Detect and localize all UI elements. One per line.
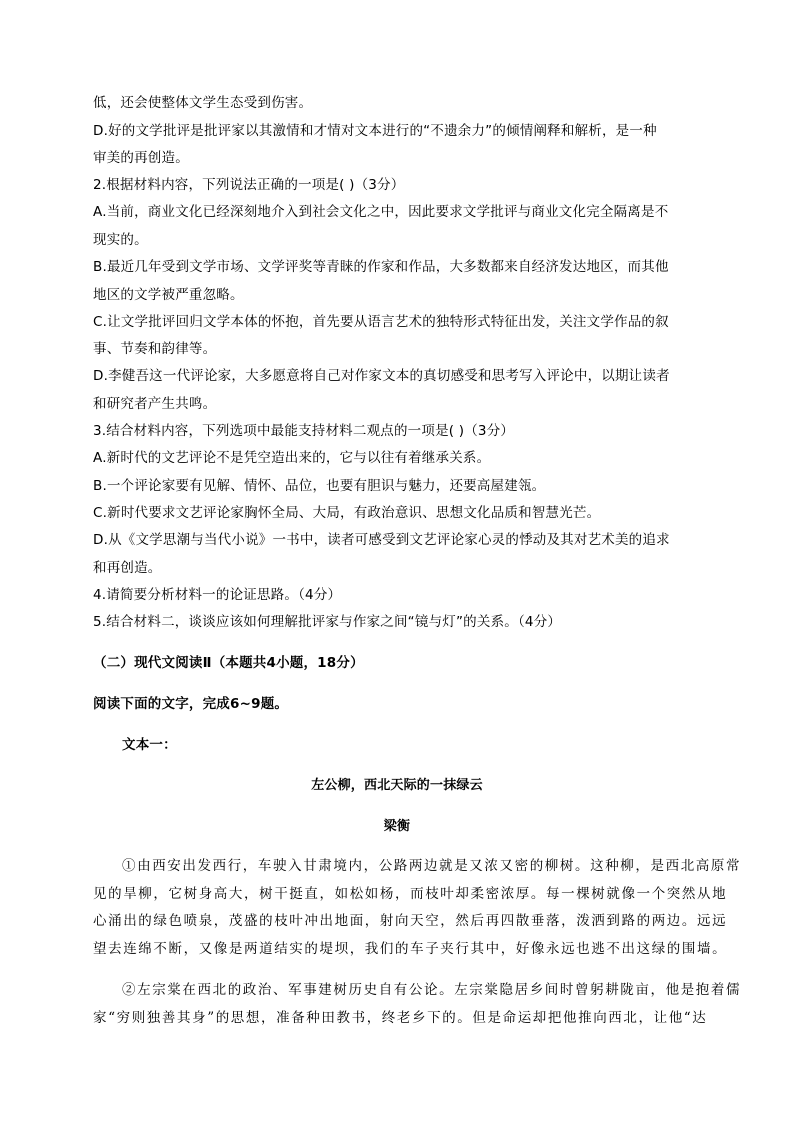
text-line: 地区的文学被严重忽略。 <box>93 287 244 303</box>
paragraph-line: 望去连绵不断，又像是两道结实的堤坝，我们的车子夹行其中，好像永远也逃不出这绿的围墙。 <box>93 941 728 957</box>
text-line: 审美的再创造。 <box>93 150 189 166</box>
paragraph-line: 家“穷则独善其身”的思想，准备种田教书，终老乡下的。但是命运却把他推向西北，让他“达 <box>93 1010 708 1026</box>
paragraph-line: ②左宗棠在西北的政治、军事建树历史自有公论。左宗棠隐居乡间时曾躬耕陇亩，他是抱着儒 <box>122 982 742 998</box>
paragraph-line: ①由西安出发西行，车驶入甘肃境内，公路两边就是又浓又密的柳树。这种柳，是西北高原常 <box>122 858 742 874</box>
section-heading: （二）现代文阅读Ⅱ（本题共4小题，18分） <box>93 655 364 671</box>
article-title: 左公柳，西北天际的一抹绿云 <box>311 778 483 793</box>
question-5: 5.结合材料二，谈谈应该如何理解批评家与作家之间“镜与灯”的关系。（4分） <box>93 614 562 630</box>
text-line: 现实的。 <box>93 232 148 248</box>
option-c-line: C.让文学批评回归文学本体的怀抱，首先要从语言艺术的独特形式特征出发，关注文学作品的叙 <box>93 314 669 330</box>
option-b-line: B.最近几年受到文学市场、文学评奖等青睐的作家和作品，大多数都来自经济发达地区，而其他 <box>93 259 669 275</box>
option-b-line: B.一个评论家要有见解、情怀、品位，也要有胆识与魅力，还要高屋建瓴。 <box>93 478 546 494</box>
option-d-line: D.从《文学思潮与当代小说》一书中，读者可感受到文艺评论家心灵的悸动及其对艺术美的追求 <box>93 532 670 548</box>
article-author: 梁衡 <box>383 819 411 834</box>
paragraph-line: 心涌出的绿色喷泉，茂盛的枝叶冲出地面，射向天空，然后再四散垂落，泼洒到路的两边。远远 <box>93 913 728 929</box>
text-line: 和再创造。 <box>93 560 162 576</box>
text-line: 低，还会使整体文学生态受到伤害。 <box>93 95 313 111</box>
section-instruction: 阅读下面的文字，完成6~9题。 <box>93 696 289 712</box>
question-2: 2.根据材料内容，下列说法正确的一项是( )（3分） <box>93 177 405 193</box>
option-a-line: A.新时代的文艺评论不是凭空造出来的，它与以往有着继承关系。 <box>93 450 491 466</box>
option-c-line: C.新时代要求文艺评论家胸怀全局、大局，有政治意识、思想文化品质和智慧光芒。 <box>93 505 601 521</box>
option-a-line: A.当前，商业文化已经深刻地介入到社会文化之中，因此要求文学批评与商业文化完全隔离是不 <box>93 204 669 220</box>
option-d-line: D.好的文学批评是批评家以其激情和才情对文本进行的“不遗余力”的倾情阐释和解析，是一种 <box>93 123 657 139</box>
paragraph-line: 见的旱柳，它树身高大，树干挺直，如松如杨，而枝叶却柔密浓厚。每一棵树就像一个突然从地 <box>93 886 728 902</box>
question-3: 3.结合材料内容，下列选项中最能支持材料二观点的一项是( )（3分） <box>93 423 515 439</box>
question-4: 4.请简要分析材料一的论证思路。（4分） <box>93 587 342 603</box>
text-line: 和研究者产生共鸣。 <box>93 396 217 412</box>
text-label: 文本一： <box>122 737 177 753</box>
option-d-line: D.李健吾这一代评论家，大多愿意将自己对作家文本的真切感受和思考写入评论中，以期让读者 <box>93 368 670 384</box>
text-line: 事、节奏和韵律等。 <box>93 341 217 357</box>
